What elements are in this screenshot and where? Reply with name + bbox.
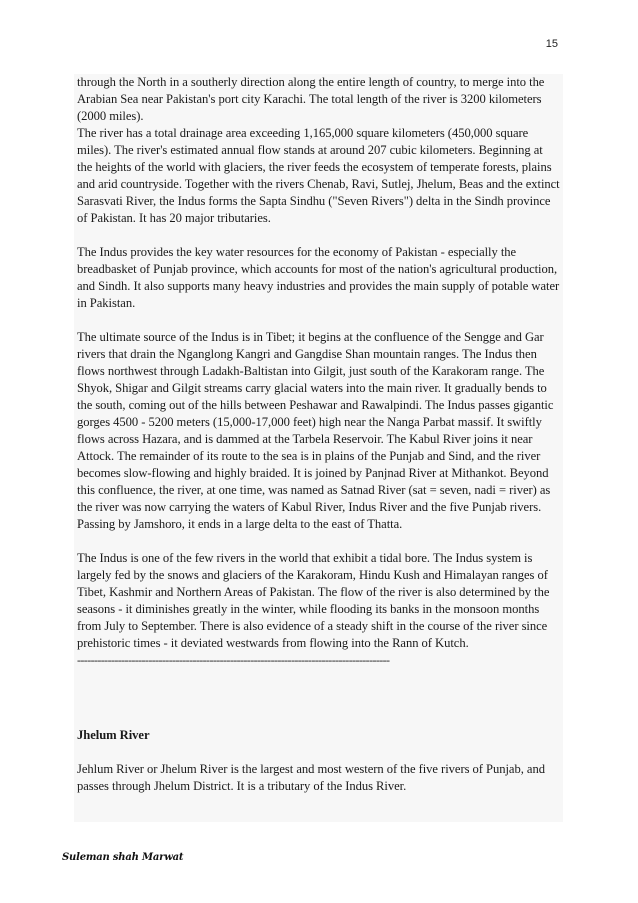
paragraph-indus-drainage: The river has a total drainage area exceeding 1,165,000 square kilometers (450,000 square miles). The river's estimated annual flow stands at around 207 cubic kilometers. Beginning at the heights of the world with glaciers, the river feeds the ecosystem of temperate forests, plains and arid countryside. Together with the rivers Chenab, Ravi, Sutlej, Jhelum, Beas and the extinct Sarasvati River, the Indus forms the Sapta Sindhu ("Seven Rivers") delta in the Sindh province of Pakistan. It has 20 major tributaries. [77, 126, 560, 225]
paragraph-indus-length: through the North in a southerly direction along the entire length of country, to merge into the Arabian Sea near Pakistan's port city Karachi. The total length of the river is 3200 kilometers (2000 miles). [77, 75, 545, 123]
separator-line: -------------------------------------------------------------------------------------------- [77, 653, 390, 667]
paragraph-gap [74, 227, 563, 244]
paragraph-gap [74, 533, 563, 550]
paragraph-indus-economy: The Indus provides the key water resources for the economy of Pakistan - especially the breadbasket of Punjab province, which accounts for most of the nation's agricultural production, and Sindh. It also supports many heavy industries and provides the main supply of potable water in Pakistan. [77, 245, 560, 310]
paragraph-gap [74, 744, 563, 761]
paragraph-jhelum-intro: Jehlum River or Jhelum River is the largest and most western of the five rivers of Punjab, and passes through Jhelum District. It is a tributary of the Indus River. [77, 762, 545, 793]
document-body [74, 74, 563, 822]
paragraph-indus-source: The ultimate source of the Indus is in Tibet; it begins at the confluence of the Sengge and Gar rivers that drain the Nganglong Kangri and Gangdise Shan mountain ranges. The Indus then flows northwest through Ladakh-Baltistan into Gilgit, just south of the Karakoram range. The Shyok, Shigar and Gilgit streams carry glacial waters into the main river. It gradually bends to the south, coming out of the hills between Peshawar and Rawalpindi. The Indus passes gigantic gorges 4500 - 5200 meters (15,000-17,000 feet) high near the Nanga Parbat massif. It swiftly flows across Hazara, and is dammed at the Tarbela Reservoir. The Kabul River joins it near Attock. The remainder of its route to the sea is in plains of the Punjab and Sind, and the river becomes slow-flowing and highly braided. It is joined by Panjnad River at Mithankot. Beyond this confluence, the river, at one time, was named as Satnad River (sat = seven, nadi = river) as the river was now carrying the waters of Kabul River, Indus River and the five Punjab rivers. Passing by Jamshoro, it ends in a large delta to the east of Thatta. [77, 330, 554, 531]
author-signature: Suleman shah Marwat [62, 852, 184, 863]
paragraph-gap [74, 312, 563, 329]
blank-space [74, 669, 563, 727]
page-number: 15 [545, 38, 558, 50]
section-heading-jhelum: Jhelum River [77, 728, 150, 742]
paragraph-indus-tidal-bore: The Indus is one of the few rivers in the world that exhibit a tidal bore. The Indus system is largely fed by the snows and glaciers of the Karakoram, Hindu Kush and Himalayan ranges of Tibet, Kashmir and Northern Areas of Pakistan. The flow of the river is also determined by the seasons - it diminishes greatly in the winter, while flooding its banks in the monsoon months from July to September. There is also evidence of a steady shift in the course of the river since prehistoric times - it deviated westwards from flowing into the Rann of Kutch. [77, 551, 550, 650]
